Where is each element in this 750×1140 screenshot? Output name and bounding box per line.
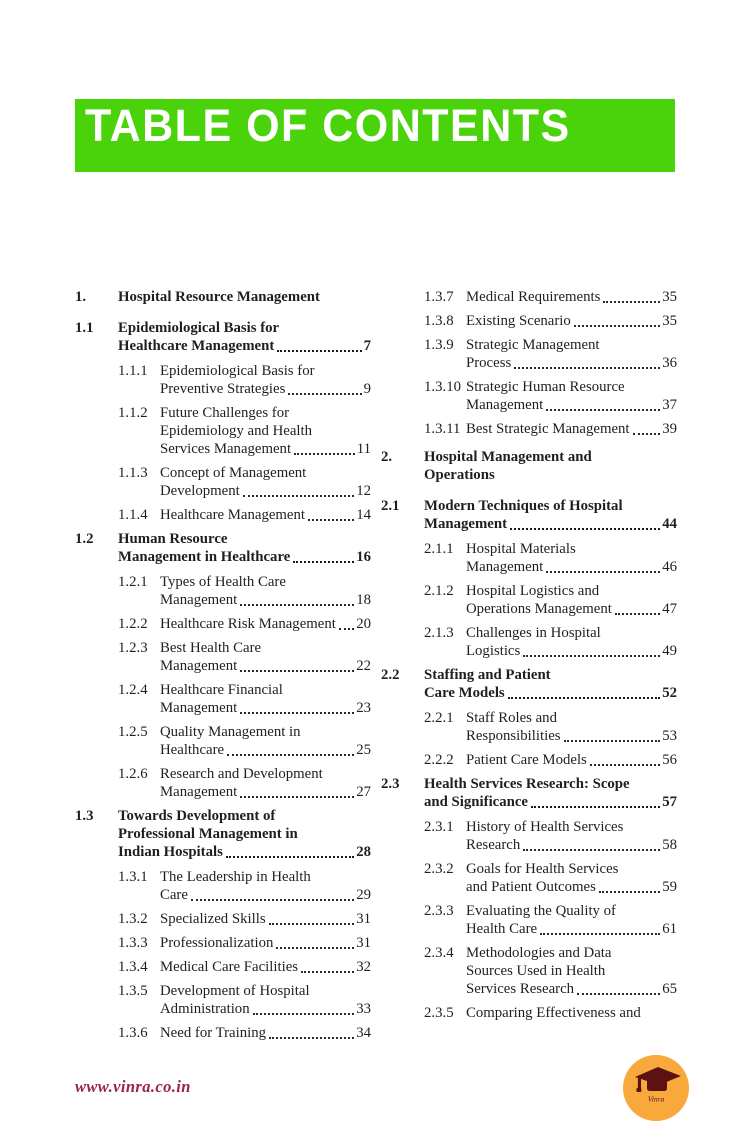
toc-entry xyxy=(424,818,677,854)
toc-page-number: 65 xyxy=(662,981,677,997)
toc-entry-text: Strategic Management xyxy=(466,337,600,353)
toc-entry-number: 1.3.6 xyxy=(118,1025,148,1041)
toc-entry-text: Patient Care Models xyxy=(466,752,587,768)
toc-entry-text: Sources Used in Health xyxy=(466,963,606,979)
toc-entry-number: 1.2 xyxy=(75,531,94,547)
dot-leader xyxy=(590,764,660,766)
toc-entry-text: The Leadership in Health xyxy=(160,869,311,885)
dot-leader xyxy=(240,796,354,798)
toc-entry-text: Healthcare Management xyxy=(118,338,275,354)
toc-entry xyxy=(118,573,371,609)
toc-entry xyxy=(118,362,371,398)
toc-entry-text: and Patient Outcomes xyxy=(466,879,596,895)
toc-entry-text: Management xyxy=(466,559,544,575)
toc-entry-number: 1.2.1 xyxy=(118,574,148,590)
dot-leader xyxy=(514,367,660,369)
toc-entry-text: Research and Development xyxy=(160,766,323,782)
dot-leader xyxy=(293,561,354,563)
toc-entry-text: Indian Hospitals xyxy=(118,844,223,860)
toc-entry-text: Best Health Care xyxy=(160,640,262,656)
toc-page-number: 20 xyxy=(356,616,371,632)
toc-page-number: 52 xyxy=(662,685,677,701)
dot-leader xyxy=(540,933,660,935)
toc-entry xyxy=(75,530,371,566)
toc-entry-text: Healthcare Financial xyxy=(160,682,283,698)
toc-column xyxy=(381,288,677,1028)
dot-leader xyxy=(269,923,355,925)
toc-entry-number: 2.3.4 xyxy=(424,945,454,961)
toc-entry xyxy=(118,1024,371,1042)
toc-page-number: 37 xyxy=(662,397,677,413)
toc-entry-number: 1.3.2 xyxy=(118,911,148,927)
toc-page-number: 33 xyxy=(356,1001,371,1017)
dot-leader xyxy=(294,453,355,455)
dot-leader xyxy=(240,670,354,672)
toc-page-number: 12 xyxy=(356,483,371,499)
toc-entry-text: Specialized Skills xyxy=(160,911,266,927)
toc-page-number: 59 xyxy=(662,879,677,895)
toc-entry-text: Human Resource xyxy=(118,531,228,547)
dot-leader xyxy=(510,528,660,530)
toc-entry xyxy=(381,497,677,533)
toc-entry-number: 1.1 xyxy=(75,320,94,336)
dot-leader xyxy=(508,697,661,699)
dot-leader xyxy=(269,1037,354,1039)
toc-entry xyxy=(118,615,371,633)
toc-entry xyxy=(118,404,371,458)
toc-entry-number: 2.3.2 xyxy=(424,861,454,877)
toc-entry-text: Healthcare Risk Management xyxy=(160,616,336,632)
toc-entry xyxy=(118,982,371,1018)
toc-entry-text: Epidemiological Basis for xyxy=(118,320,280,336)
website-url: www.vinra.co.in xyxy=(75,1077,191,1096)
dot-leader xyxy=(615,613,660,615)
toc-entry-number: 2.2.1 xyxy=(424,710,454,726)
toc-entry-number: 2.2 xyxy=(381,667,400,683)
toc-entry-text: Care xyxy=(160,887,188,903)
dot-leader xyxy=(277,350,361,352)
toc-entry-number: 1. xyxy=(75,289,87,305)
toc-entry-text: Epidemiology and Health xyxy=(160,423,313,439)
toc-entry-text: Best Strategic Management xyxy=(466,421,630,437)
toc-entry-number: 2.1.3 xyxy=(424,625,454,641)
toc-entry-text: Logistics xyxy=(466,643,521,659)
toc-entry-number: 2.1 xyxy=(381,498,400,514)
toc-page-number: 11 xyxy=(356,441,371,457)
dot-leader xyxy=(240,712,354,714)
toc-entry xyxy=(118,464,371,500)
toc-entry-text: Hospital Materials xyxy=(466,541,576,557)
toc-entry-number: 1.3.8 xyxy=(424,313,454,329)
dot-leader xyxy=(523,655,660,657)
toc-entry-text: Existing Scenario xyxy=(466,313,571,329)
toc-entry-number: 1.1.3 xyxy=(118,465,148,481)
page-title: TABLE OF CONTENTS xyxy=(85,100,571,152)
dot-leader xyxy=(546,571,660,573)
toc-entry-text: Management xyxy=(424,516,508,532)
toc-entry-number: 1.2.3 xyxy=(118,640,148,656)
toc-entry xyxy=(118,910,371,928)
toc-page-number: 31 xyxy=(356,935,371,951)
toc-entry-text: Health Services Research: Scope xyxy=(424,776,630,792)
toc-entry xyxy=(118,639,371,675)
dot-leader xyxy=(546,409,660,411)
toc-entry-text: Concept of Management xyxy=(160,465,307,481)
toc-entry-text: Services Research xyxy=(466,981,575,997)
dot-leader xyxy=(603,301,660,303)
dot-leader xyxy=(253,1013,355,1015)
toc-entry-text: Management xyxy=(466,397,544,413)
dot-leader xyxy=(599,891,660,893)
toc-page-number: 14 xyxy=(356,507,371,523)
toc-entry xyxy=(424,540,677,576)
toc-entry xyxy=(381,666,677,702)
toc-entry xyxy=(75,807,371,861)
toc-page-number: 35 xyxy=(662,313,677,329)
toc-entry xyxy=(424,378,677,414)
toc-entry xyxy=(424,709,677,745)
dot-leader xyxy=(226,856,354,858)
toc-entry-text: Management xyxy=(160,592,238,608)
toc-page-number: 58 xyxy=(662,837,677,853)
toc-entry-number: 2.3.5 xyxy=(424,1005,454,1021)
toc-entry-text: Professionalization xyxy=(160,935,274,951)
dot-leader xyxy=(531,806,660,808)
toc-entry xyxy=(424,902,677,938)
toc-page-number: 29 xyxy=(356,887,371,903)
toc-entry-number: 1.3 xyxy=(75,808,94,824)
toc-entry-number: 2.2.2 xyxy=(424,752,454,768)
toc-entry-text: Services Management xyxy=(160,441,292,457)
toc-entry-text: Process xyxy=(466,355,512,371)
toc-entry xyxy=(118,868,371,904)
toc-entry xyxy=(424,312,677,330)
toc-entry-number: 2.3.3 xyxy=(424,903,454,919)
dot-leader xyxy=(288,393,361,395)
toc-entry xyxy=(75,319,371,355)
toc-entry-text: Management xyxy=(160,658,238,674)
dot-leader xyxy=(191,899,354,901)
toc-page-number: 46 xyxy=(662,559,677,575)
toc-entry-text: Health Care xyxy=(466,921,538,937)
toc-entry-number: 1.1.4 xyxy=(118,507,148,523)
toc-entry-text: Hospital Resource Management xyxy=(118,289,320,305)
toc-page-number: 47 xyxy=(662,601,677,617)
toc-entry-number: 2. xyxy=(381,449,393,465)
toc-entry-number: 1.3.11 xyxy=(424,421,461,437)
dot-leader xyxy=(276,947,354,949)
toc-entry-text: Evaluating the Quality of xyxy=(466,903,616,919)
toc-entry-text: Staff Roles and xyxy=(466,710,557,726)
toc-entry-text: Healthcare xyxy=(160,742,225,758)
toc-entry xyxy=(424,860,677,896)
toc-entry-text: and Significance xyxy=(424,794,529,810)
toc-entry-text: Strategic Human Resource xyxy=(466,379,625,395)
toc-entry-text: Operations xyxy=(424,467,495,483)
toc-entry-number: 2.1.1 xyxy=(424,541,454,557)
toc-entry-number: 1.3.3 xyxy=(118,935,148,951)
dot-leader xyxy=(301,971,354,973)
toc-entry-text: Challenges in Hospital xyxy=(466,625,601,641)
toc-entry xyxy=(424,288,677,306)
toc-page-number: 25 xyxy=(356,742,371,758)
toc-entry-text: Staffing and Patient xyxy=(424,667,551,683)
toc-entry-number: 1.1.2 xyxy=(118,405,148,421)
toc-entry-number: 1.3.9 xyxy=(424,337,454,353)
toc-entry-number: 1.2.5 xyxy=(118,724,148,740)
dot-leader xyxy=(633,433,661,435)
toc-entry xyxy=(424,336,677,372)
toc-entry-number: 1.3.10 xyxy=(424,379,461,395)
toc-entry-number: 1.2.4 xyxy=(118,682,148,698)
toc-entry-text: Healthcare Management xyxy=(160,507,306,523)
toc-entry-text: Operations Management xyxy=(466,601,612,617)
toc-entry-text: Professional Management in xyxy=(118,826,298,842)
toc-page-number: 44 xyxy=(662,516,677,532)
toc-page-number: 53 xyxy=(662,728,677,744)
toc-page-number: 23 xyxy=(356,700,371,716)
toc-entry-text: Comparing Effectiveness and xyxy=(466,1005,641,1021)
toc-entry xyxy=(424,944,677,998)
toc-entry-text: Medical Care Facilities xyxy=(160,959,299,975)
toc-entry-text: Hospital Management and xyxy=(424,449,592,465)
toc-entry-text: Development xyxy=(160,483,240,499)
toc-entry-text: Preventive Strategies xyxy=(160,381,286,397)
toc-page-number: 22 xyxy=(356,658,371,674)
toc-entry xyxy=(424,582,677,618)
toc-page-number: 31 xyxy=(356,911,371,927)
toc-entry-text: Research xyxy=(466,837,521,853)
toc-page-number: 32 xyxy=(356,959,371,975)
toc-entry-text: Responsibilities xyxy=(466,728,561,744)
toc-entry-text: Hospital Logistics and xyxy=(466,583,600,599)
toc-page-number: 61 xyxy=(662,921,677,937)
dot-leader xyxy=(574,325,660,327)
toc-entry-text: Development of Hospital xyxy=(160,983,310,999)
toc-entry-text: Epidemiological Basis for xyxy=(160,363,315,379)
toc-entry-number: 2.1.2 xyxy=(424,583,454,599)
toc-page-number: 35 xyxy=(662,289,677,305)
toc-entry xyxy=(424,624,677,660)
toc-entry-text: Management xyxy=(160,700,238,716)
toc-page-number: 7 xyxy=(363,338,371,354)
toc-page-number: 57 xyxy=(662,794,677,810)
toc-page-number: 18 xyxy=(356,592,371,608)
toc-page-number: 36 xyxy=(662,355,677,371)
toc-page-number: 27 xyxy=(356,784,371,800)
toc-entry-text: Administration xyxy=(160,1001,250,1017)
toc-entry xyxy=(118,934,371,952)
toc-entry xyxy=(381,448,677,484)
toc-entry xyxy=(118,506,371,524)
toc-entry xyxy=(118,958,371,976)
toc-page-number: 39 xyxy=(662,421,677,437)
toc-entry-number: 1.3.7 xyxy=(424,289,454,305)
toc-page-number: 56 xyxy=(662,752,677,768)
table-of-contents-banner xyxy=(75,99,675,172)
toc-entry-text: Management in Healthcare xyxy=(118,549,291,565)
toc-page-number: 28 xyxy=(356,844,371,860)
toc-page-number: 34 xyxy=(356,1025,371,1041)
toc-entry-text: History of Health Services xyxy=(466,819,624,835)
toc-entry-text: Medical Requirements xyxy=(466,289,601,305)
dot-leader xyxy=(564,740,661,742)
toc-entry xyxy=(118,681,371,717)
toc-entry xyxy=(118,765,371,801)
toc-entry-number: 1.3.4 xyxy=(118,959,148,975)
toc-entry xyxy=(75,288,371,306)
vinra-logo xyxy=(622,1054,690,1122)
toc-entry xyxy=(424,420,677,438)
toc-entry-text: Modern Techniques of Hospital xyxy=(424,498,623,514)
dot-leader xyxy=(308,519,354,521)
dot-leader xyxy=(243,495,354,497)
toc-column xyxy=(75,288,371,1048)
logo-text: Vinra xyxy=(647,1094,665,1104)
toc-entry-text: Goals for Health Services xyxy=(466,861,619,877)
toc-entry-number: 1.1.1 xyxy=(118,363,148,379)
toc-entry xyxy=(118,723,371,759)
toc-entry-number: 2.3 xyxy=(381,776,400,792)
toc-entry-number: 1.3.5 xyxy=(118,983,148,999)
toc-entry-text: Management xyxy=(160,784,238,800)
toc-entry-text: Future Challenges for xyxy=(160,405,290,421)
toc-entry-text: Quality Management in xyxy=(160,724,301,740)
toc-entry-number: 1.2.6 xyxy=(118,766,148,782)
toc-page-number: 49 xyxy=(662,643,677,659)
dot-leader xyxy=(227,754,354,756)
toc-entry-number: 1.3.1 xyxy=(118,869,148,885)
toc-entry xyxy=(424,1004,677,1022)
toc-page-number: 9 xyxy=(363,381,371,397)
dot-leader xyxy=(240,604,354,606)
toc-entry-text: Methodologies and Data xyxy=(466,945,612,961)
toc-entry-number: 1.2.2 xyxy=(118,616,148,632)
toc-entry-text: Towards Development of xyxy=(118,808,276,824)
dot-leader xyxy=(339,628,354,630)
toc-entry-text: Types of Health Care xyxy=(160,574,286,590)
toc-entry-number: 2.3.1 xyxy=(424,819,454,835)
toc-entry xyxy=(381,775,677,811)
toc-entry xyxy=(424,751,677,769)
dot-leader xyxy=(577,993,660,995)
toc-entry-text: Need for Training xyxy=(160,1025,267,1041)
toc-entry-text: Care Models xyxy=(424,685,505,701)
dot-leader xyxy=(523,849,660,851)
toc-page-number: 16 xyxy=(356,549,371,565)
